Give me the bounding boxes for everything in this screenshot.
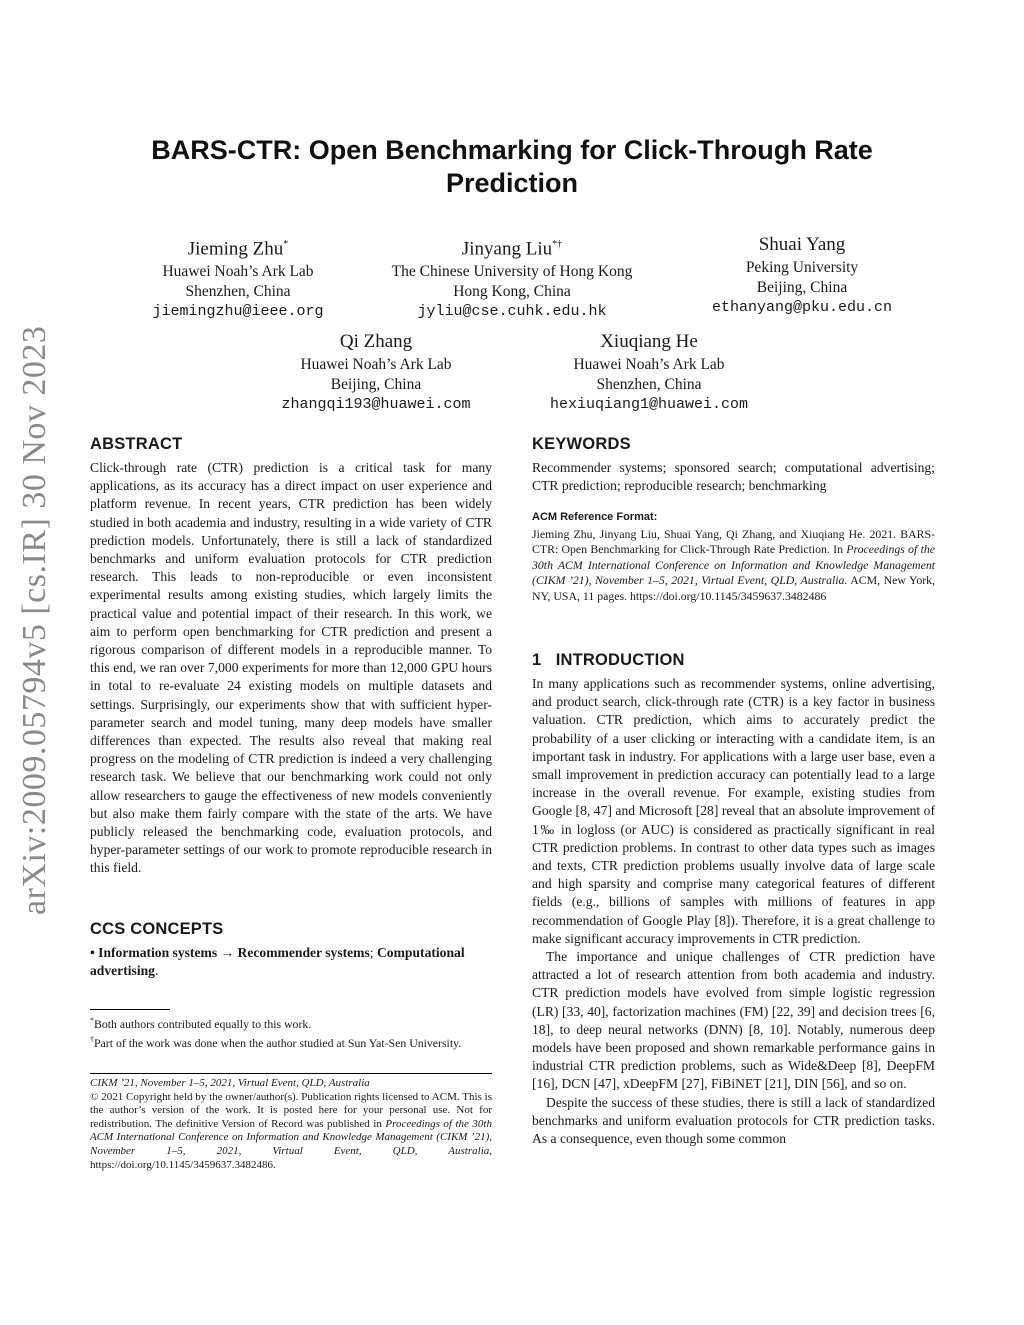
doi-link[interactable]: , https://doi.org/10.1145/3459637.3482486. — [90, 1144, 492, 1171]
footnotes — [90, 1013, 492, 1052]
abstract-text — [90, 459, 492, 878]
author-name: Qi Zhang — [339, 331, 413, 352]
ccs-separator: ; — [369, 945, 374, 960]
copyright-block — [90, 1077, 492, 1172]
footnote-rule — [90, 1009, 170, 1010]
ccs-term: Computational advertising — [90, 945, 465, 979]
ref-doi[interactable]: ACM, New York, NY, USA, 11 pages. https://doi.org/10.1145/3459637.3482486 — [532, 573, 935, 603]
acm-reference-text — [532, 527, 935, 605]
arxiv-identifier: arXiv:2009.05794v5 [cs.IR] 30 Nov 2023 — [16, 325, 53, 915]
keywords-heading: KEYWORDS — [532, 435, 631, 453]
acm-reference-heading: ACM Reference Format: — [532, 511, 658, 523]
author-email[interactable]: jiemingzhu@ieee.org — [152, 303, 324, 321]
author-email[interactable]: hexiuqiang1@huawei.com — [549, 396, 749, 413]
author-affiliation: Huawei Noah’s Ark Lab — [162, 263, 314, 281]
intro-paragraph: The importance and unique challenges of CTR prediction have attracted a lot of research attention from both academia and industry. CTR prediction models have evolved from simple logistic regression (LR) [33, 40], factorization machines (FM) [22, 39] and decision trees [6, 18], to deep neural networks (DNN) [8, 10]. Notably, numerous deep models have been proposed and shown remarkable performance gains in industrial CTR prediction problems, such as Wide&Deep [8], DeepFM [16], DCN [47], xDeepFM [27], FiBiNET [21], DIN [56], and so on. — [532, 949, 935, 1092]
keywords-text: Recommender systems; sponsored search; computational advertising; CTR prediction; reproducible research; benchmarking — [532, 460, 935, 494]
footnote — [90, 1013, 492, 1032]
copyright-text: © 2021 Copyright held by the owner/author(s). Publication rights licensed to ACM. This is the author’s version of the work. It is posted here for your personal use. Not for redistribution. The definitive Version of Record was published in — [90, 1090, 492, 1130]
ccs-concepts — [90, 944, 492, 980]
author-name: Jinyang Liu — [461, 238, 553, 260]
author-block — [684, 232, 920, 318]
intro-paragraph: Despite the success of these studies, there is still a lack of standardized benchmarks and uniform evaluation protocols for CTR prediction tasks. As a consequence, even though some common — [532, 1094, 935, 1147]
ref-proceedings: Proceedings of the 30th ACM International Conference on Information and Knowledge Management (CIKM ’21), November 1–5, 2021, Virtual Event, QLD, Australia. — [532, 542, 935, 588]
introduction-text — [532, 675, 935, 1148]
ccs-end: . — [154, 963, 159, 979]
footnote-mark: * — [90, 1016, 94, 1025]
author-email[interactable]: ethanyang@pku.edu.cn — [711, 299, 893, 316]
abstract-paragraph: Click-through rate (CTR) prediction is a critical task for many applications, as its accuracy has a direct impact on user experience and platform revenue. In recent years, CTR prediction has been widely studied in both academia and industry, resulting in a wide variety of CTR prediction models. Unfortunately, there is still a lack of standardized benchmarks and uniform evaluation protocols for CTR prediction research. This leads to non-reproducible or even inconsistent experimental results among existing studies, which largely limits the practical value and potential impact of their research. In this work, we aim to perform open benchmarking for CTR prediction and present a rigorous comparison of different models in a reproducible manner. To this end, we ran over 7,000 experiments for more than 12,000 GPU hours in total to re-evaluate 24 existing models on multiple datasets and settings. Surprisingly, our experiments show that with sufficient hyper-parameter search and model tuning, many deep models have smaller differences than expected. The results also reveal that making real progress on the modeling of CTR prediction is indeed a very challenging research task. We believe that our benchmarking work could not only allow researchers to gauge the effectiveness of new models conveniently but also make them fairly compare with the state of the arts. We have publicly released the benchmarking code, evaluation protocols, and hyper-parameter settings of our work to promote reproducible research in this field. — [90, 460, 492, 876]
author-name: Xiuqiang He — [600, 331, 698, 352]
acm-reference — [532, 510, 935, 605]
intro-paragraph: In many applications such as recommender systems, online advertising, and product search, click-through rate (CTR) is a key factor in business valuation. CTR prediction, which aims to accurately predict the probability of a user clicking or interacting with a candidate item, is an important task in industry. For applications with a large user base, even a small improvement in prediction accuracy can potentially lead to a large increase in the overall revenue. For example, existing studies from Google [8, 47] and Microsoft [28] reveal that an absolute improvement of 1‰ in logloss (or AUC) is considered as practically significant in real CTR prediction problems. In contrast to other data types such as images and texts, CTR prediction problems usually involve data of large scale and high sparsity and comprise many categorical features of different fields (e.g., billions of samples with millions of features in app recommendation of Google Play [8]). Therefore, it is a great challenge to make significant accuracy improvements in CTR prediction. — [532, 676, 935, 946]
proceedings-title: Proceedings of the 30th ACM International Conference on Information and Knowledge Management (CIKM ’21), November 1–5, 2021, Virtual Event, QLD, Australia — [90, 1117, 492, 1157]
ccs-term: Recommender systems — [237, 945, 370, 960]
author-block — [362, 232, 662, 322]
author-block — [534, 329, 764, 415]
author-name: Jieming Zhu — [187, 238, 284, 260]
copyright-rule — [90, 1073, 492, 1074]
author-location: Hong Kong, China — [453, 283, 571, 301]
footnote-text: Part of the work was done when the author studied at Sun Yat-Sen University. — [94, 1036, 462, 1051]
footnote-text: Both authors contributed equally to this work. — [94, 1016, 312, 1031]
bullet: • — [90, 945, 95, 960]
copyright-notice — [90, 1091, 492, 1173]
author-affiliation: Huawei Noah’s Ark Lab — [573, 356, 725, 373]
paper-title: BARS-CTR: Open Benchmarking for Click-Through Rate Prediction — [151, 135, 873, 198]
author-location: Shenzhen, China — [185, 283, 291, 301]
ref-authors: Jieming Zhu, Jinyang Liu, Shuai Yang, Qi Zhang, and Xiuqiang He. 2021. BARS-CTR: Open Benchmarking for Click-Through Rate Prediction. In — [532, 526, 935, 557]
author-location: Beijing, China — [756, 279, 848, 296]
ccs-heading: CCS CONCEPTS — [90, 920, 224, 938]
author-mark: *† — [552, 239, 563, 250]
abstract-heading: ABSTRACT — [90, 435, 183, 453]
arrow-icon: → — [220, 945, 235, 960]
author-email[interactable]: jyliu@cse.cuhk.edu.hk — [417, 303, 607, 321]
conference-line: CIKM ’21, November 1–5, 2021, Virtual Event, QLD, Australia — [90, 1077, 370, 1089]
author-block — [266, 329, 486, 415]
author-affiliation: The Chinese University of Hong Kong — [391, 263, 633, 281]
author-affiliation: Peking University — [745, 259, 859, 276]
author-affiliation: Huawei Noah’s Ark Lab — [300, 356, 452, 373]
author-location: Shenzhen, China — [596, 376, 702, 393]
footnote — [90, 1032, 492, 1051]
author-name: Shuai Yang — [758, 234, 846, 255]
footnote-mark: † — [90, 1035, 94, 1045]
author-email[interactable]: zhangqi193@huawei.com — [281, 396, 471, 413]
author-location: Beijing, China — [330, 376, 422, 393]
author-mark: * — [283, 239, 289, 250]
introduction-heading: 1 INTRODUCTION — [532, 651, 685, 669]
ccs-term: Information systems — [98, 945, 218, 960]
author-block — [128, 232, 348, 322]
